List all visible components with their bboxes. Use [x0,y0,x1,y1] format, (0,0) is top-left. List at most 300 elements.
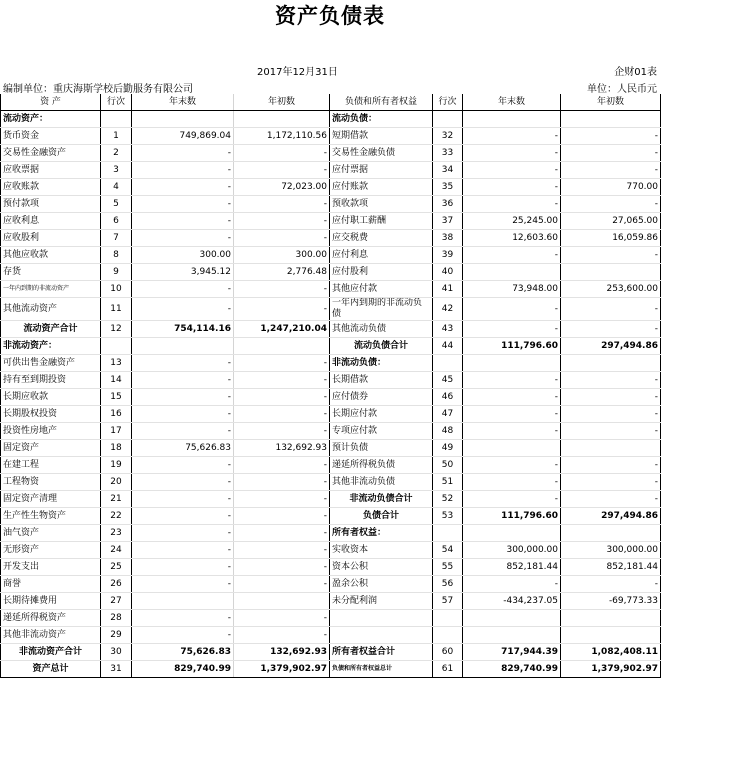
table-row [1,525,661,542]
asset-begin-value: - [234,281,330,298]
liability-item: 短期借款 [330,128,433,145]
asset-item: 应收票据 [1,162,101,179]
asset-item: 预付款项 [1,196,101,213]
liability-end-value: - [463,491,561,508]
table-row [1,321,661,338]
col-asset: 资 产 [1,94,101,111]
liability-begin-value: 16,059.86 [561,230,661,247]
table-row [1,247,661,264]
asset-line: 2 [101,145,132,162]
liability-item: 未分配利润 [330,593,433,610]
asset-end-value: - [132,576,234,593]
liability-begin-value: - [561,196,661,213]
liability-line: 60 [433,644,463,661]
asset-item: 开发支出 [1,559,101,576]
asset-begin-value [234,111,330,128]
table-row [1,423,661,440]
liability-end-value: -434,237.05 [463,593,561,610]
asset-end-value: 829,740.99 [132,661,234,678]
liability-begin-value: 852,181.44 [561,559,661,576]
asset-end-value: - [132,196,234,213]
table-row [1,457,661,474]
asset-end-value: - [132,389,234,406]
liability-line: 52 [433,491,463,508]
page-title: 资产负债表 [275,4,385,28]
liability-begin-value: - [561,406,661,423]
asset-end-value: 754,114.16 [132,321,234,338]
liability-item: 应付职工薪酬 [330,213,433,230]
asset-begin-value: - [234,491,330,508]
table-row [1,610,661,627]
table-row [1,145,661,162]
asset-begin-value: - [234,508,330,525]
liability-begin-value: - [561,162,661,179]
table-row [1,196,661,213]
liability-item: 非流动负债合计 [330,491,433,508]
asset-end-value: - [132,230,234,247]
liability-begin-value: - [561,298,661,321]
liability-end-value [463,610,561,627]
asset-line: 8 [101,247,132,264]
liability-line: 38 [433,230,463,247]
liability-line: 44 [433,338,463,355]
liability-line [433,627,463,644]
asset-end-value: - [132,491,234,508]
col-line2: 行次 [433,94,463,111]
liability-line: 51 [433,474,463,491]
liability-item: 所有者权益： [330,525,433,542]
liability-item: 流动负债： [330,111,433,128]
asset-item: 一年内到期的非流动资产 [1,281,101,298]
table-row [1,644,661,661]
asset-item: 资产总计 [1,661,101,678]
table-row [1,661,661,678]
table-row [1,627,661,644]
asset-begin-value: 1,379,902.97 [234,661,330,678]
table-row [1,440,661,457]
asset-begin-value: - [234,559,330,576]
asset-end-value: - [132,474,234,491]
table-row [1,474,661,491]
liability-end-value: - [463,372,561,389]
asset-end-value: 75,626.83 [132,440,234,457]
asset-line: 5 [101,196,132,213]
liability-begin-value: 27,065.00 [561,213,661,230]
asset-item: 工程物资 [1,474,101,491]
currency-unit: 单位：人民币元 [587,84,657,95]
asset-line: 12 [101,321,132,338]
liability-line [433,610,463,627]
liability-item: 递延所得税负债 [330,457,433,474]
liability-item: 专项应付款 [330,423,433,440]
asset-end-value: 749,869.04 [132,128,234,145]
liability-end-value: - [463,298,561,321]
asset-item: 应收利息 [1,213,101,230]
liability-item: 负债合计 [330,508,433,525]
liability-begin-value [561,355,661,372]
asset-item: 在建工程 [1,457,101,474]
liability-line: 36 [433,196,463,213]
asset-line: 30 [101,644,132,661]
asset-end-value: - [132,542,234,559]
liability-begin-value: - [561,145,661,162]
liability-line: 61 [433,661,463,678]
liability-begin-value: - [561,247,661,264]
liability-begin-value: - [561,389,661,406]
asset-begin-value: - [234,230,330,247]
liability-end-value: 12,603.60 [463,230,561,247]
report-date: 2017年12月31日 [257,67,338,78]
asset-end-value: - [132,423,234,440]
liability-item: 流动负债合计 [330,338,433,355]
liability-line: 35 [433,179,463,196]
liability-end-value: - [463,128,561,145]
asset-begin-value: - [234,457,330,474]
asset-item: 交易性金融资产 [1,145,101,162]
liability-line: 41 [433,281,463,298]
liability-end-value: - [463,389,561,406]
liability-end-value: 300,000.00 [463,542,561,559]
liability-begin-value: -69,773.33 [561,593,661,610]
liability-line [433,355,463,372]
liability-line: 39 [433,247,463,264]
liability-line [433,525,463,542]
table-row [1,593,661,610]
asset-line: 3 [101,162,132,179]
liability-end-value [463,111,561,128]
asset-item: 油气资产 [1,525,101,542]
liability-line: 55 [433,559,463,576]
asset-line: 19 [101,457,132,474]
liability-begin-value: - [561,128,661,145]
liability-item: 长期借款 [330,372,433,389]
table-row [1,406,661,423]
liability-begin-value: - [561,457,661,474]
asset-item: 固定资产 [1,440,101,457]
col-end2: 年末数 [463,94,561,111]
asset-item: 可供出售金融资产 [1,355,101,372]
asset-item: 递延所得税资产 [1,610,101,627]
table-row [1,281,661,298]
table-row [1,491,661,508]
asset-end-value: - [132,145,234,162]
liability-end-value: - [463,179,561,196]
asset-line: 9 [101,264,132,281]
table-row [1,230,661,247]
asset-begin-value: - [234,389,330,406]
liability-begin-value: 1,082,408.11 [561,644,661,661]
liability-end-value: - [463,576,561,593]
liability-item: 应付票据 [330,162,433,179]
asset-item: 长期待摊费用 [1,593,101,610]
asset-line: 17 [101,423,132,440]
liability-end-value: 829,740.99 [463,661,561,678]
asset-end-value: 75,626.83 [132,644,234,661]
asset-end-value: - [132,610,234,627]
asset-line: 25 [101,559,132,576]
liability-begin-value: 1,379,902.97 [561,661,661,678]
asset-line: 11 [101,298,132,321]
col-end: 年末数 [132,94,234,111]
liability-item: 应付债券 [330,389,433,406]
asset-item: 货币资金 [1,128,101,145]
asset-item: 存货 [1,264,101,281]
liability-end-value [463,264,561,281]
liability-line: 57 [433,593,463,610]
asset-end-value: - [132,281,234,298]
liability-begin-value: - [561,576,661,593]
liability-end-value: - [463,321,561,338]
table-row [1,355,661,372]
liability-end-value: - [463,423,561,440]
liability-line: 45 [433,372,463,389]
table-row [1,179,661,196]
asset-line: 16 [101,406,132,423]
asset-end-value: - [132,162,234,179]
liability-item: 其他应付款 [330,281,433,298]
table-row [1,128,661,145]
liability-item: 应付账款 [330,179,433,196]
asset-end-value [132,111,234,128]
liability-end-value: - [463,457,561,474]
asset-line: 28 [101,610,132,627]
asset-item: 投资性房地产 [1,423,101,440]
asset-item: 长期应收款 [1,389,101,406]
asset-end-value: - [132,525,234,542]
asset-begin-value: 300.00 [234,247,330,264]
asset-item: 生产性生物资产 [1,508,101,525]
liability-begin-value [561,525,661,542]
liability-begin-value: - [561,372,661,389]
asset-begin-value: 2,776.48 [234,264,330,281]
col-begin: 年初数 [234,94,330,111]
table-row [1,162,661,179]
liability-line: 50 [433,457,463,474]
liability-begin-value [561,610,661,627]
liability-item: 应交税费 [330,230,433,247]
asset-begin-value: - [234,576,330,593]
asset-begin-value: - [234,145,330,162]
liability-item [330,627,433,644]
liability-begin-value [561,264,661,281]
asset-end-value: - [132,372,234,389]
liability-item: 盈余公积 [330,576,433,593]
table-row [1,298,661,321]
asset-line: 26 [101,576,132,593]
liability-item: 应付利息 [330,247,433,264]
liability-end-value: 73,948.00 [463,281,561,298]
asset-item: 其他应收款 [1,247,101,264]
liability-line: 42 [433,298,463,321]
liability-item: 其他流动负债 [330,321,433,338]
balance-table [0,94,661,678]
liability-begin-value: - [561,491,661,508]
liability-end-value: 717,944.39 [463,644,561,661]
table-row [1,372,661,389]
col-liab: 负债和所有者权益 [330,94,433,111]
liability-item: 实收资本 [330,542,433,559]
liability-end-value [463,355,561,372]
asset-begin-value: - [234,406,330,423]
liability-item: 所有者权益合计 [330,644,433,661]
liability-item: 预收款项 [330,196,433,213]
liability-item [330,610,433,627]
liability-line: 43 [433,321,463,338]
asset-end-value [132,593,234,610]
liability-end-value: 25,245.00 [463,213,561,230]
asset-item: 固定资产清理 [1,491,101,508]
asset-begin-value: - [234,525,330,542]
asset-begin-value: - [234,423,330,440]
liability-end-value: 111,796.60 [463,508,561,525]
liability-line: 47 [433,406,463,423]
table-row [1,389,661,406]
col-line: 行次 [101,94,132,111]
table-row [1,213,661,230]
table-row [1,542,661,559]
asset-item: 非流动资产： [1,338,101,355]
asset-line: 15 [101,389,132,406]
asset-begin-value: - [234,162,330,179]
asset-line: 31 [101,661,132,678]
liability-end-value: 852,181.44 [463,559,561,576]
liability-begin-value: 300,000.00 [561,542,661,559]
asset-item: 应收股利 [1,230,101,247]
liability-end-value: - [463,145,561,162]
liability-end-value [463,440,561,457]
asset-item: 其他非流动资产 [1,627,101,644]
table-row [1,338,661,355]
asset-end-value: - [132,457,234,474]
liability-line: 56 [433,576,463,593]
liability-item: 负债和所有者权益总计 [330,661,433,678]
liability-line: 53 [433,508,463,525]
table-row [1,264,661,281]
liability-end-value: - [463,196,561,213]
liability-begin-value: 297,494.86 [561,338,661,355]
asset-begin-value: - [234,372,330,389]
liability-line: 40 [433,264,463,281]
asset-line [101,111,132,128]
liability-begin-value: 297,494.86 [561,508,661,525]
asset-begin-value: 132,692.93 [234,440,330,457]
liability-item: 应付股利 [330,264,433,281]
asset-item: 流动资产合计 [1,321,101,338]
asset-end-value: - [132,298,234,321]
liability-item: 其他非流动负债 [330,474,433,491]
liability-item: 一年内到期的非流动负债 [330,298,433,321]
liability-line: 33 [433,145,463,162]
asset-end-value: - [132,508,234,525]
column-header-row [1,94,661,111]
date-row [0,62,660,78]
asset-line: 4 [101,179,132,196]
asset-item: 无形资产 [1,542,101,559]
liability-end-value: - [463,162,561,179]
asset-item: 应收账款 [1,179,101,196]
asset-item: 非流动资产合计 [1,644,101,661]
liability-begin-value [561,440,661,457]
asset-begin-value: - [234,298,330,321]
asset-line: 24 [101,542,132,559]
liability-begin-value [561,627,661,644]
liability-item: 长期应付款 [330,406,433,423]
liability-line: 32 [433,128,463,145]
liability-end-value: - [463,406,561,423]
asset-begin-value: 1,172,110.56 [234,128,330,145]
asset-line: 22 [101,508,132,525]
liability-line: 48 [433,423,463,440]
asset-begin-value [234,593,330,610]
liability-line [433,111,463,128]
asset-begin-value: 132,692.93 [234,644,330,661]
liability-line: 37 [433,213,463,230]
asset-begin-value: - [234,474,330,491]
asset-item: 商誉 [1,576,101,593]
unit-row [0,78,660,94]
liability-line: 49 [433,440,463,457]
asset-line: 23 [101,525,132,542]
asset-end-value: - [132,355,234,372]
liability-item: 预计负债 [330,440,433,457]
liability-line: 34 [433,162,463,179]
asset-item: 流动资产： [1,111,101,128]
asset-begin-value: - [234,610,330,627]
liability-begin-value: - [561,423,661,440]
liability-item: 资本公积 [330,559,433,576]
asset-end-value: - [132,179,234,196]
table-row [1,111,661,128]
liability-begin-value: - [561,474,661,491]
asset-line: 21 [101,491,132,508]
asset-end-value: - [132,627,234,644]
form-code: 企财01表 [614,67,657,78]
asset-begin-value: - [234,627,330,644]
asset-line: 14 [101,372,132,389]
asset-end-value: 3,945.12 [132,264,234,281]
asset-begin-value: 72,023.00 [234,179,330,196]
reporting-unit: 编制单位：重庆海斯学校后勤服务有限公司 [3,84,193,95]
liability-end-value: - [463,247,561,264]
asset-line: 1 [101,128,132,145]
table-row [1,559,661,576]
liability-line: 46 [433,389,463,406]
asset-line: 27 [101,593,132,610]
asset-line: 18 [101,440,132,457]
asset-line: 13 [101,355,132,372]
asset-item: 其他流动资产 [1,298,101,321]
liability-end-value [463,627,561,644]
asset-begin-value: 1,247,210.04 [234,321,330,338]
asset-item: 长期股权投资 [1,406,101,423]
asset-end-value: - [132,213,234,230]
blank-header-band [0,32,660,62]
liability-begin-value: 770.00 [561,179,661,196]
asset-end-value: 300.00 [132,247,234,264]
liability-end-value: 111,796.60 [463,338,561,355]
asset-line [101,338,132,355]
asset-line: 7 [101,230,132,247]
asset-end-value: - [132,559,234,576]
liability-item: 非流动负债： [330,355,433,372]
asset-end-value [132,338,234,355]
liability-item: 交易性金融负债 [330,145,433,162]
liability-end-value: - [463,474,561,491]
asset-line: 29 [101,627,132,644]
asset-begin-value: - [234,542,330,559]
liability-begin-value: - [561,321,661,338]
liability-begin-value: 253,600.00 [561,281,661,298]
